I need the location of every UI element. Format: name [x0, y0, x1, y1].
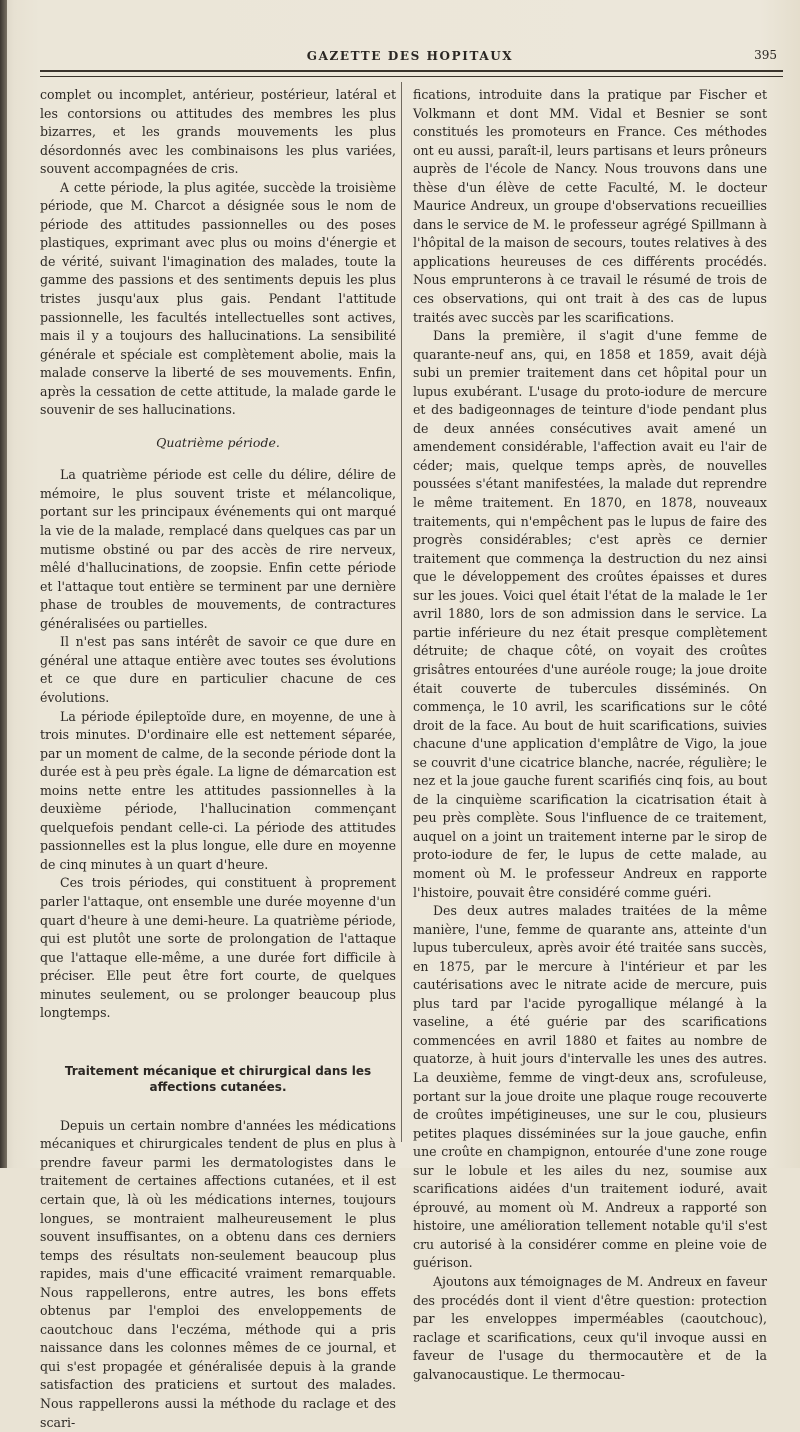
page-header	[40, 44, 780, 66]
section-heading: Quatrième période.	[156, 434, 280, 450]
header-rule	[40, 70, 783, 77]
paragraph: Dans la première, il s'agit d'une femme de quarante-neuf ans, qui, en 1858 et 1859, avait déjà subi un premier traitement dans cet hôpital pour un lupus exubérant. L'usage du proto-iodure de mercure et des badigeonnages de teinture d'iode pendant plus de deux années consécutives avait amené un amendement considérable, l'affection avait eu l'air de céder; mais, quelque temps après, de nouvelles poussées s'étant manifestées, la malade dut reprendre le même traitement. En 1870, en 1878, nouveaux traitements, qui n'empêchent pas le lupus de faire des progrès considérables; c'est après ce dernier traitement que commença la destruction du nez ainsi que le développement des croûtes épaisses et dures sur les joues. Voici quel était l'état de la malade le 1er avril 1880, lors de son admission dans le service. La partie inférieure du nez était presque complètement détruite; de chaque côté, on voyait des croûtes grisâtres entourées d'une auréole rouge; la joue droite était couverte de tubercules disséminés. On commença, le 10 avril, les scarifications sur le côté droit de la face. Au bout de huit scarifications, suivies chacune d'une application d'emplâtre de Vigo, la joue se couvrit d'une cicatrice blanche, nacrée, régulière; le nez et la joue gauche furent scarifiés cinq fois, au bout de la cinquième scarification la cicatrisation était à peu près complète. Sous l'influence de ce traitement, auquel on a joint un traitement interne par le sirop de proto-iodure de fer, le lupus de cette malade, au moment où M. le professeur Andreux en rapporte l'histoire, pouvait être considéré comme guéri.	[413, 328, 767, 900]
paragraph: complet ou incomplet, antérieur, postérieur, latéral et les contorsions ou attitudes des membres les plus bizarres, et les grands mouvements les plus désordonnés avec les combinaisons les plus variées, souvent accompagnées de cris.	[40, 87, 396, 177]
left-column	[40, 86, 396, 1432]
paragraph: Depuis un certain nombre d'années les médications mécaniques et chirurgicales tendent de plus en plus à prendre faveur parmi les dermatologistes dans le traitement de certaines affections cutanées, et il est certain que, là où les médications internes, toujours longues, se montraient malheureusement le plus souvent insuffisantes, on a obtenu dans ces derniers temps des résultats non-seulement beaucoup plus rapides, mais d'une efficacité vraiment remarquable. Nous rappellerons, entre autres, les bons effets obtenus par l'emploi des enveloppements de caoutchouc dans l'eczéma, méthode qui a pris naissance dans les colonnes mêmes de ce journal, et qui s'est propagée et généralisée depuis à la grande satisfaction des praticiens et surtout des malades. Nous rappellerons aussi la méthode du raclage et des scari-	[40, 1117, 396, 1430]
column-divider	[401, 82, 402, 1142]
page-number: 395	[754, 48, 777, 62]
paragraph: Il n'est pas sans intérêt de savoir ce que dure en général une attaque entière avec toutes ses évolutions et ce que dure en particulier chacune de ces évolutions.	[40, 634, 396, 705]
paragraph: A cette période, la plus agitée, succède la troisième période, que M. Charcot a désignée sous le nom de période des attitudes passionnelles ou des poses plastiques, exprimant avec plus ou moins d'énergie et de vérité, suivant l'imagination des malades, toute la gamme des passions et des sentiments depuis les plus tristes jusqu'aux plus gais. Pendant l'attitude passionnelle, les facultés intellectuelles sont actives, mais il y a toujours des hallucinations. La sensibilité générale et spéciale est complètement abolie, mais la malade conserve la liberté de ses mouvements. Enfin, après la cessation de cette attitude, la malade garde le souvenir de ses hallucinations.	[40, 179, 396, 418]
paragraph: Ajoutons aux témoignages de M. Andreux en faveur des procédés dont il vient d'être question: protection par les enveloppes imperméables (caoutchouc), raclage et scarifications, ceux qu'il invoque aussi en faveur de l'usage du thermocautère et de la galvanocaustique. Le thermocau-	[413, 1274, 767, 1382]
paragraph: La quatrième période est celle du délire, délire de mémoire, le plus souvent triste et mélancolique, portant sur les principaux événements qui ont marqué la vie de la malade, remplacé dans quelques cas par un mutisme obstiné ou par des accès de rire nerveux, mêlé d'hallucinations, de zoopsie. Enfin cette période et l'attaque tout entière se terminent par une dernière phase de troubles de mouvements, de contractures généralisées ou partielles.	[40, 467, 396, 631]
paragraph: Des deux autres malades traitées de la même manière, l'une, femme de quarante ans, atteinte d'un lupus tuberculeux, après avoir été traitée sans succès, en 1875, par le mercure à l'intérieur et par les cautérisations avec le nitrate acide de mercure, puis plus tard par l'acide pyrogallique mélangé à la vaseline, a été guérie par des scarifications commencées en avril 1880 et faites au nombre de quatorze, à huit jours d'intervalle les unes des autres. La deuxième, femme de vingt-deux ans, scrofuleuse, portant sur la joue droite une plaque rouge recouverte de croûtes impétigineuses, une sur le cou, plusieurs petites plaques disséminées sur la joue gauche, enfin une croûte en champignon, entourée d'une zone rouge sur le lobule et les ailes du nez, soumise aux scarifications aidées d'un traitement ioduré, avait éprouvé, au moment où M. Andreux a rapporté son histoire, une amélioration tellement notable qu'il s'est cru autorisé à la considérer comme en pleine voie de guérison.	[413, 903, 767, 1271]
right-column	[413, 86, 767, 1384]
paragraph: La période épileptoïde dure, en moyenne, de une à trois minutes. D'ordinaire elle est nettement séparée, par un moment de calme, de la seconde période dont la durée est à peu près égale. La ligne de démarcation est moins nette entre les attitudes passionnelles à la deuxième période, l'hallucination commençant quelquefois pendant celle-ci. La période des attitudes passionnelles est la plus longue, elle dure en moyenne de cinq minutes à un quart d'heure.	[40, 708, 396, 872]
article-heading: Traitement mécanique et chirurgical dans les affections cutanées.	[64, 1063, 372, 1094]
journal-title: GAZETTE DES HOPITAUX	[306, 49, 514, 63]
paragraph: Ces trois périodes, qui constituent à proprement parler l'attaque, ont ensemble une durée moyenne d'un quart d'heure à une demi-heure. La quatrième période, qui est plutôt une sorte de prolongation de l'attaque que l'attaque elle-même, a une durée fort difficile à préciser. Elle peut être fort courte, de quelques minutes seulement, ou se prolonger beaucoup plus longtemps.	[40, 875, 396, 1021]
paragraph: fications, introduite dans la pratique par Fischer et Volkmann et dont MM. Vidal et Besnier se sont constitués les promoteurs en France. Ces méthodes ont eu aussi, paraît-il, leurs partisans et leurs prôneurs auprès de l'école de Nancy. Nous trouvons dans une thèse d'un élève de cette Faculté, M. le docteur Maurice Andreux, un groupe d'observations recueillies dans le service de M. le professeur agrégé Spillmann à l'hôpital de la maison de secours, toutes relatives à des applications heureuses de ces différents procédés. Nous emprunterons à ce travail le résumé de trois de ces observations, qui ont trait à des cas de lupus traités avec succès par les scarifications.	[413, 87, 767, 325]
page-binding-edge	[0, 0, 7, 1168]
